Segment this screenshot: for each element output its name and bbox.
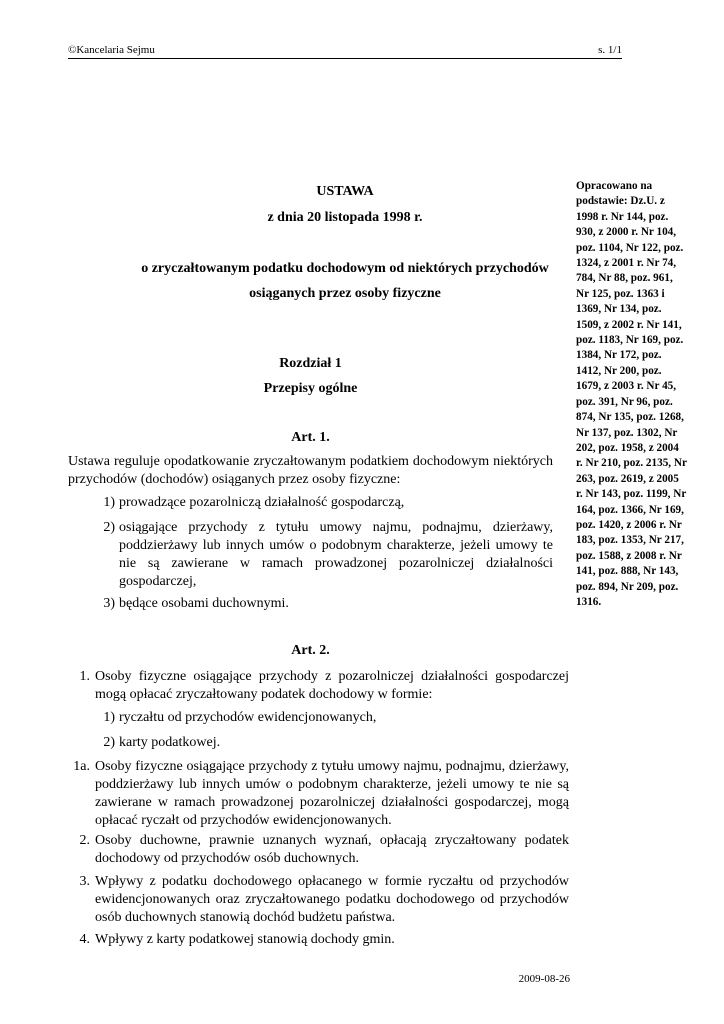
art2-p1-item2-text: karty podatkowej. (119, 735, 221, 750)
source-note: Opracowano na podstawie: Dz.U. z 1998 r. Nr 144, poz. 930, z 2000 r. Nr 104, poz. 1104, Nr 122, poz. 1324, z 2001 r. Nr 74, 784, Nr 88, poz. 961, Nr 125, poz. 1363 i 1369, Nr 134, poz. 1509, z 2002 r. Nr 141, poz. 1183, Nr 169, poz. 1384, Nr 172, poz. 1412, Nr 200, poz. 1679, z 2003 r. Nr 45, poz. 391, Nr 96, poz. 874, Nr 135, poz. 1268, Nr 137, poz. 1302, Nr 202, poz. 1958, z 2004 r. Nr 210, poz. 2135, Nr 263, poz. 2619, z 2005 r. Nr 143, poz. 1199, Nr 164, poz. 1366, Nr 169, poz. 1420, z 2006 r. Nr 183, poz. 1353, Nr 217, poz. 1588, z 2008 r. Nr 141, poz. 888, Nr 143, poz. 894, Nr 209, poz. 1316. (576, 180, 687, 608)
art2-p1a-text: Osoby fizyczne osiągające przychody z tytułu umowy najmu, podnajmu, dzierżawy, poddzierżawy lub innych umów o podobnym charakterze, jeżeli umowy te nie są zawierane w ramach prowadzonej pozarolniczej działalności gospodarczej, mogą opłacać ryczałt od przychodów ewidencjonowanych. (95, 759, 569, 828)
art2-p4-text: Wpływy z karty podatkowej stanowią dochody gmin. (95, 932, 395, 947)
page-header (68, 44, 622, 59)
art2-p1a-num: 1a. (73, 759, 90, 774)
doc-date: z dnia 20 listopada 1998 r. (267, 210, 423, 225)
art2-p1-text: Osoby fizyczne osiągające przychody z pozarolniczej działalności gospodarczej mogą opłacać zryczałtowany podatek dochodowy w formie: (95, 669, 569, 702)
chapter-label: Rozdział 1 (279, 356, 342, 371)
chapter-name: Przepisy ogólne (263, 381, 358, 396)
doc-subject-line1: o zryczałtowanym podatku dochodowym od niektórych przychodów (141, 261, 549, 276)
art2-p1-num: 1. (79, 669, 90, 684)
art2-p4-num: 4. (79, 932, 90, 947)
doc-title: USTAWA (316, 184, 374, 199)
art1-item3-num: 3) (103, 596, 115, 611)
art2-p2-text: Osoby duchowne, prawnie uznanych wyznań, opłacają zryczałtowany podatek dochodowy od przychodów osób duchownych. (95, 833, 569, 866)
footer-date: 2009-08-26 (518, 973, 570, 985)
art2-p3-num: 3. (79, 874, 90, 889)
art2-p1-item1-text: ryczałtu od przychodów ewidencjonowanych, (119, 710, 377, 725)
page-number: s. 1/1 (598, 44, 622, 56)
art2-heading: Art. 2. (291, 643, 330, 658)
art1-item2-num: 2) (103, 520, 115, 535)
art1-item1-text: prowadzące pozarolniczą działalność gospodarczą, (119, 495, 405, 510)
art1-intro: Ustawa reguluje opodatkowanie zryczałtowanym podatkiem dochodowym niektórych przychodów (dochodów) osiąganych przez osoby fizyczne: (68, 454, 553, 487)
art2-p1-item1-num: 1) (103, 710, 115, 725)
doc-subject-line2: osiąganych przez osoby fizyczne (249, 286, 441, 301)
art2-p1-item2-num: 2) (103, 735, 115, 750)
art1-heading: Art. 1. (291, 430, 330, 445)
art1-item3-text: będące osobami duchownymi. (119, 596, 289, 611)
art2-p3-text: Wpływy z podatku dochodowego opłacanego w formie ryczałtu od przychodów ewidencjonowanych oraz zryczałtowanego podatku dochodowego od przychodów osób duchownych stanowią dochód budżetu państwa. (95, 874, 569, 925)
art1-item2-text: osiągające przychody z tytułu umowy najmu, podnajmu, dzierżawy, poddzierżawy lub innych umów o podobnym charakterze, jeżeli umowy te nie są zawierane w ramach prowadzonej pozarolniczej działalności gospodarczej, (119, 520, 553, 589)
art1-item1-num: 1) (103, 495, 115, 510)
art2-p2-num: 2. (79, 833, 90, 848)
publisher-label: ©Kancelaria Sejmu (68, 44, 155, 56)
